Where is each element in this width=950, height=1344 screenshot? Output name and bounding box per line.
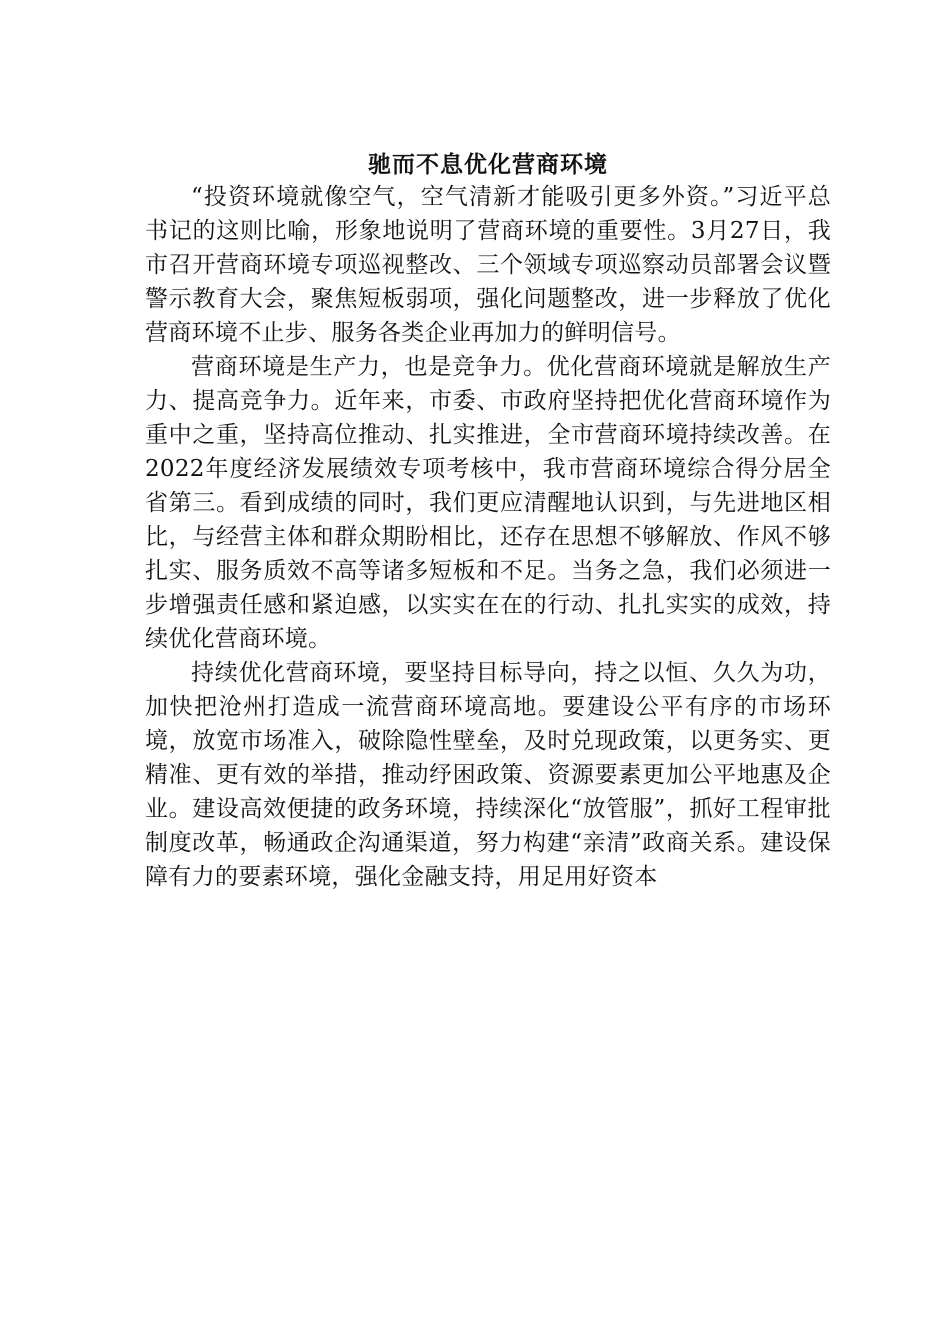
document-body xyxy=(145,150,831,894)
document-title: 驰而不息优化营商环境 xyxy=(368,151,608,178)
paragraph-3: 持续优化营商环境，要坚持目标导向，持之以恒、久久为功，加快把沧州打造成一流营商环境高地。要建设公平有序的市场环境，放宽市场准入，破除隐性壁垒，及时兑现政策，以更务实、更精准、更有效的举措，推动纾困政策、资源要素更加公平地惠及企业。建设高效便捷的政务环境，持续深化“放管服”，抓好工程审批制度改革，畅通政企沟通渠道，努力构建“亲清”政商关系。建设保障有力的要素环境，强化金融支持，用足用好资本 xyxy=(145,660,831,890)
paragraph-2: 营商环境是生产力，也是竞争力。优化营商环境就是解放生产力、提高竞争力。近年来，市委、市政府坚持把优化营商环境作为重中之重，坚持高位推动、扎实推进，全市营商环境持续改善。在2022年度经济发展绩效专项考核中，我市营商环境综合得分居全省第三。看到成绩的同时，我们更应清醒地认识到，与先进地区相比，与经营主体和群众期盼相比，还存在思想不够解放、作风不够扎实、服务质效不高等诸多短板和不足。当务之急，我们必须进一步增强责任感和紧迫感，以实实在在的行动、扎扎实实的成效，持续优化营商环境。 xyxy=(145,354,831,652)
paragraph-1: “投资环境就像空气，空气清新才能吸引更多外资。”习近平总书记的这则比喻，形象地说明了营商环境的重要性。3月27日，我市召开营商环境专项巡视整改、三个领域专项巡察动员部署会议暨警示教育大会，聚焦短板弱项，强化问题整改，进一步释放了优化营商环境不止步、服务各类企业再加力的鲜明信号。 xyxy=(145,184,831,346)
